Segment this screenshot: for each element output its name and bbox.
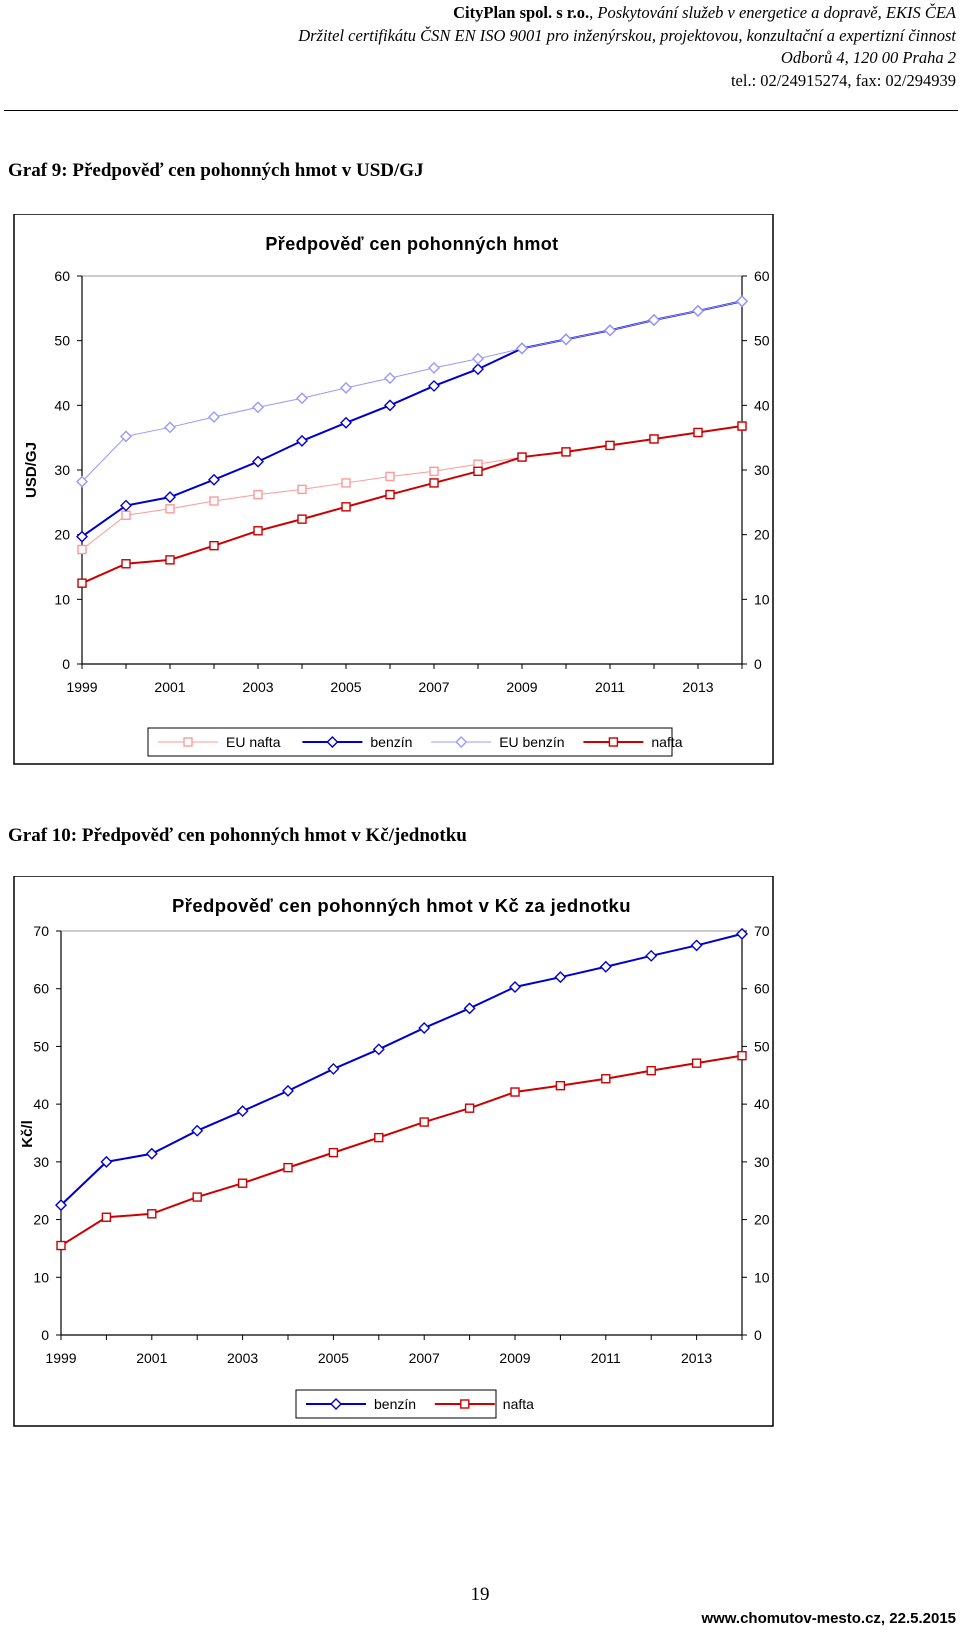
g9-data-point [78,579,86,587]
g10-data-point [284,1164,292,1172]
g10-ytick-label-right: 0 [754,1327,762,1343]
g9-data-point [254,527,262,535]
g10-xtick-label: 1999 [45,1350,77,1366]
g10-xtick-label: 2013 [681,1350,713,1366]
header-divider [4,110,958,111]
g10-ytick-label-left: 20 [33,1211,49,1228]
g9-xtick-label: 1999 [66,679,98,695]
g10-ytick-label-left: 50 [33,1038,49,1055]
g10-title: Předpověď cen pohonných hmot v Kč za jednotku [172,895,631,916]
g10-legend-swatch-marker [461,1400,469,1408]
g9-ytick-label-left: 40 [54,397,70,414]
g10-ytick-label-left: 0 [41,1327,49,1343]
g10-data-point [420,1118,428,1126]
g9-ytick-label-left: 60 [54,268,70,284]
g9-xtick-label: 2013 [682,679,714,695]
g10-xtick-label: 2001 [136,1350,168,1366]
g9-ytick-label-left: 30 [54,462,70,478]
g10-ytick-label-right: 50 [754,1038,770,1055]
g10-ytick-label-left: 30 [33,1153,49,1170]
page-number: 19 [470,1584,490,1605]
g10-xtick-label: 2005 [317,1350,349,1366]
g9-legend-label: EU benzín [499,734,565,750]
g10-frame [14,876,773,1426]
g9-ylabel: USD/GJ [23,442,40,498]
company-services: , Poskytování služeb v energetice a dopravě, EKIS ČEA [589,3,956,22]
g9-data-point [210,497,218,505]
header-line-1 [298,2,956,25]
g10-ytick-label-right: 40 [754,1096,770,1113]
g10-data-point [647,1067,655,1075]
g10-data-point [466,1104,474,1112]
g10-data-point [693,1059,701,1067]
g10-xtick-label: 2011 [590,1350,621,1366]
g10-xtick-label: 2009 [499,1350,531,1366]
g9-ytick-label-right: 40 [754,397,770,414]
g9-title: Předpověď cen pohonných hmot [265,234,559,254]
g9-data-point [122,511,130,519]
g9-legend-label: benzín [370,734,413,750]
g10-ytick-label-left: 60 [33,980,49,997]
footer-url-date: www.chomutov-mesto.cz, 22.5.2015 [701,1610,956,1627]
g10-data-point [239,1179,247,1187]
g9-data-point [474,467,482,475]
g9-ytick-label-right: 0 [754,656,762,672]
g10-xtick-label: 2003 [227,1350,259,1366]
g10-data-point [57,1242,65,1250]
g10-data-point [148,1210,156,1218]
g10-ytick-label-left: 10 [33,1269,49,1286]
g9-xtick-label: 2005 [330,679,362,695]
header-line-4: tel.: 02/24915274, fax: 02/294939 [730,70,956,90]
g9-ytick-label-left: 20 [54,526,70,543]
graph10-caption: Graf 10: Předpověď cen pohonných hmot v Kč/jednotku [8,825,467,846]
g9-data-point [386,491,394,499]
g9-xtick-label: 2001 [154,679,186,695]
g10-ytick-label-right: 10 [754,1269,770,1286]
g10-legend-label: benzín [374,1396,417,1412]
g9-data-point [166,556,174,564]
g9-data-point [430,479,438,487]
company-name: CityPlan spol. s r.o. [453,3,590,22]
g10-legend-label: nafta [502,1396,534,1412]
graph9-svg [0,214,960,774]
g9-legend-swatch-marker [609,738,617,746]
g9-legend-label: nafta [651,734,683,750]
g9-data-point [166,505,174,513]
g9-legend-label: EU nafta [226,734,281,750]
graph10-svg [0,876,960,1436]
g10-xtick-label: 2007 [408,1350,440,1366]
g9-data-point [298,515,306,523]
g10-data-point [102,1213,110,1221]
g10-data-point [511,1088,519,1096]
g9-data-point [518,453,526,461]
g9-data-point [210,542,218,550]
g10-ylabel: Kč/l [19,1120,36,1148]
g9-data-point [122,560,130,568]
g9-ytick-label-right: 50 [754,332,770,349]
g9-data-point [430,467,438,475]
g10-data-point [375,1134,383,1142]
g9-data-point [298,485,306,493]
g9-data-point [78,546,86,554]
g10-ytick-label-right: 20 [754,1211,770,1228]
g9-data-point [694,428,702,436]
g9-ytick-label-left: 10 [54,591,70,608]
g9-data-point [738,422,746,430]
g9-ytick-label-left: 0 [62,656,70,672]
g10-ytick-label-left: 70 [33,923,49,939]
header-line-2: Držitel certifikátu ČSN EN ISO 9001 pro inženýrskou, projektovou, konzultační a expertizní činnost [298,25,956,45]
g9-xtick-label: 2003 [242,679,274,695]
g9-ytick-label-right: 10 [754,591,770,608]
g9-data-point [254,491,262,499]
g9-legend-swatch-marker [184,738,192,746]
g10-ytick-label-right: 60 [754,980,770,997]
g9-xtick-label: 2007 [418,679,450,695]
graph9-caption: Graf 9: Předpověď cen pohonných hmot v USD/GJ [8,160,424,181]
g9-data-point [650,435,658,443]
g9-data-point [606,441,614,449]
g9-data-point [342,503,350,511]
g9-ytick-label-right: 30 [754,462,770,478]
g9-data-point [386,472,394,480]
g10-data-point [738,1052,746,1060]
g9-ytick-label-left: 50 [54,332,70,349]
g9-ytick-label-right: 60 [754,268,770,284]
graph9-chart [0,214,960,779]
page-header [298,2,956,92]
g10-ytick-label-right: 70 [754,923,770,939]
g9-ytick-label-right: 20 [754,526,770,543]
header-line-3: Odborů 4, 120 00 Praha 2 [780,48,956,67]
g10-data-point [193,1193,201,1201]
g9-frame [14,214,773,764]
g9-data-point [562,448,570,456]
g10-data-point [602,1075,610,1083]
g9-xtick-label: 2009 [506,679,538,695]
g10-data-point [556,1082,564,1090]
graph10-chart [0,876,960,1441]
g10-data-point [329,1149,337,1157]
g10-ytick-label-right: 30 [754,1153,770,1170]
g10-ytick-label-left: 40 [33,1096,49,1113]
g9-xtick-label: 2011 [594,679,626,695]
g9-data-point [342,479,350,487]
